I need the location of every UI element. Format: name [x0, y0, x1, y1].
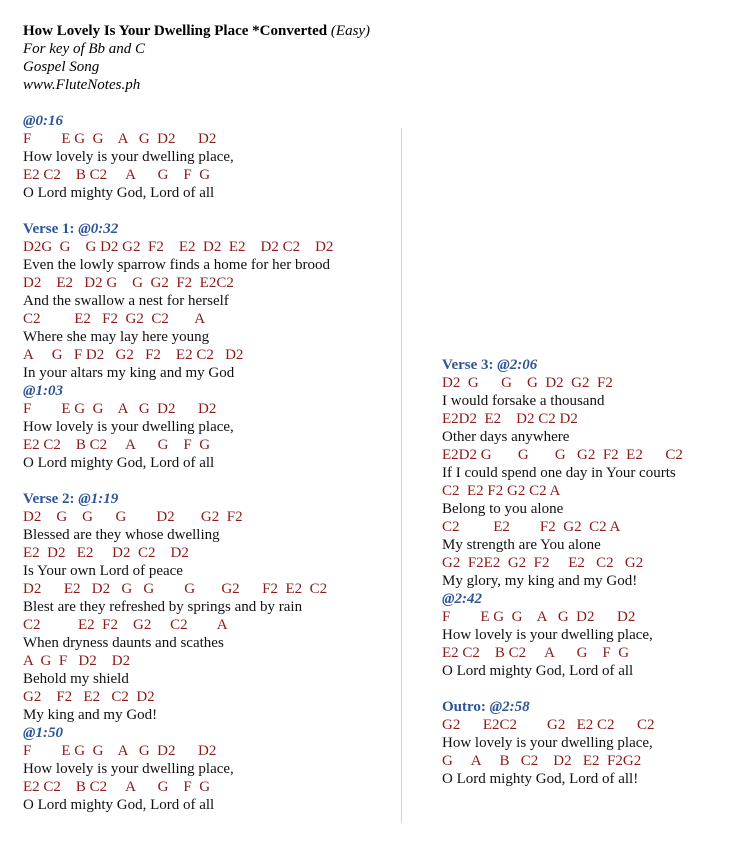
chord-line: A G F D2 G2 F2 E2 C2 D2: [23, 347, 244, 363]
chord-line: G2 F2 E2 C2 D2: [23, 689, 155, 705]
timestamp: @2:42: [442, 591, 482, 607]
column-divider: [401, 128, 402, 823]
section-timestamp: @2:06: [497, 357, 538, 373]
spacer: [23, 472, 393, 490]
lyric-line: How lovely is your dwelling place,: [23, 419, 234, 435]
chord-line: D2 E2 D2 G G G2 F2 E2C2: [23, 275, 234, 291]
left-column: [23, 112, 393, 814]
section-label: Verse 1:: [23, 221, 75, 237]
lyric-line: I would forsake a thousand: [442, 393, 605, 409]
chord-line: C2 E2 F2 G2 C2 A: [442, 483, 561, 499]
chord-line: D2 E2 D2 G G G G2 F2 E2 C2: [23, 581, 328, 597]
lyric-line: O Lord mighty God, Lord of all: [442, 663, 634, 679]
lyric-line: Belong to you alone: [442, 501, 564, 517]
lyric-line: If I could spend one day in Your courts: [442, 465, 676, 481]
lyric-line: Is Your own Lord of peace: [23, 563, 183, 579]
lyric-line: My strength are You alone: [442, 537, 601, 553]
website-line: www.FluteNotes.ph: [23, 77, 141, 93]
lyric-line: When dryness daunts and scathes: [23, 635, 224, 651]
lyric-line: How lovely is your dwelling place,: [23, 761, 234, 777]
chord-line: E2 D2 E2 D2 C2 D2: [23, 545, 189, 561]
chord-line: E2D2 E2 D2 C2 D2: [442, 411, 578, 427]
lyric-line: My king and my God!: [23, 707, 158, 723]
lyric-line: O Lord mighty God, Lord of all!: [442, 771, 639, 787]
song-header: [23, 22, 723, 94]
chord-line: E2 C2 B C2 A G F G: [23, 167, 211, 183]
chord-line: F E G G A G D2 D2: [23, 131, 217, 147]
right-column: [442, 356, 742, 788]
lyric-line: Other days anywhere: [442, 429, 570, 445]
chord-line: G2 E2C2 G2 E2 C2 C2: [442, 717, 655, 733]
lyric-line: Blest are they refreshed by springs and by rain: [23, 599, 303, 615]
lyric-line: O Lord mighty God, Lord of all: [23, 185, 215, 201]
lyric-line: How lovely is your dwelling place,: [442, 735, 653, 751]
chord-line: E2 C2 B C2 A G F G: [442, 645, 630, 661]
genre-line: Gospel Song: [23, 59, 100, 75]
section-timestamp: @0:32: [78, 221, 119, 237]
timestamp: @0:16: [23, 113, 63, 129]
section-heading: [23, 220, 393, 238]
lyric-line: And the swallow a nest for herself: [23, 293, 229, 309]
chord-line: G A B C2 D2 E2 F2G2: [442, 753, 642, 769]
chord-line: C2 E2 F2 G2 C2 A: [23, 311, 206, 327]
chord-line: G2 F2E2 G2 F2 E2 C2 G2: [442, 555, 644, 571]
chord-line: C2 E2 F2 G2 C2 A: [442, 519, 621, 535]
section-label: Verse 3:: [442, 357, 494, 373]
chord-line: D2 G G G D2 G2 F2: [23, 509, 243, 525]
section-timestamp: @1:19: [78, 491, 119, 507]
chord-line: E2D2 G G G G2 F2 E2 C2: [442, 447, 683, 463]
chord-line: A G F D2 D2: [23, 653, 131, 669]
song-title-text: How Lovely Is Your Dwelling Place *Converted: [23, 23, 328, 39]
lyric-line: In your altars my king and my God: [23, 365, 235, 381]
lyric-line: Where she may lay here young: [23, 329, 210, 345]
timestamp: @1:50: [23, 725, 63, 741]
section-heading: [442, 356, 742, 374]
chord-line: F E G G A G D2 D2: [23, 743, 217, 759]
timestamp: @1:03: [23, 383, 63, 399]
lyric-line: My glory, my king and my God!: [442, 573, 638, 589]
spacer: [23, 202, 393, 220]
section-heading: [23, 490, 393, 508]
song-difficulty: (Easy): [330, 23, 371, 39]
chord-line: E2 C2 B C2 A G F G: [23, 779, 211, 795]
song-title: [23, 22, 723, 40]
lyric-line: How lovely is your dwelling place,: [23, 149, 234, 165]
section-timestamp: @2:58: [489, 699, 530, 715]
section-label: Verse 2:: [23, 491, 75, 507]
lyric-line: O Lord mighty God, Lord of all: [23, 797, 215, 813]
lyric-line: How lovely is your dwelling place,: [442, 627, 653, 643]
section-heading: [442, 698, 742, 716]
lyric-line: Blessed are they whose dwelling: [23, 527, 220, 543]
key-line: For key of Bb and C: [23, 41, 146, 57]
spacer: [442, 680, 742, 698]
section-label: Outro:: [442, 699, 486, 715]
chord-line: F E G G A G D2 D2: [442, 609, 636, 625]
chord-line: D2 G G G D2 G2 F2: [442, 375, 613, 391]
chord-line: D2G G G D2 G2 F2 E2 D2 E2 D2 C2 D2: [23, 239, 334, 255]
lyric-line: Even the lowly sparrow finds a home for her brood: [23, 257, 331, 273]
chord-line: E2 C2 B C2 A G F G: [23, 437, 211, 453]
chord-line: C2 E2 F2 G2 C2 A: [23, 617, 228, 633]
lyric-line: O Lord mighty God, Lord of all: [23, 455, 215, 471]
lyric-line: Behold my shield: [23, 671, 129, 687]
chord-line: F E G G A G D2 D2: [23, 401, 217, 417]
